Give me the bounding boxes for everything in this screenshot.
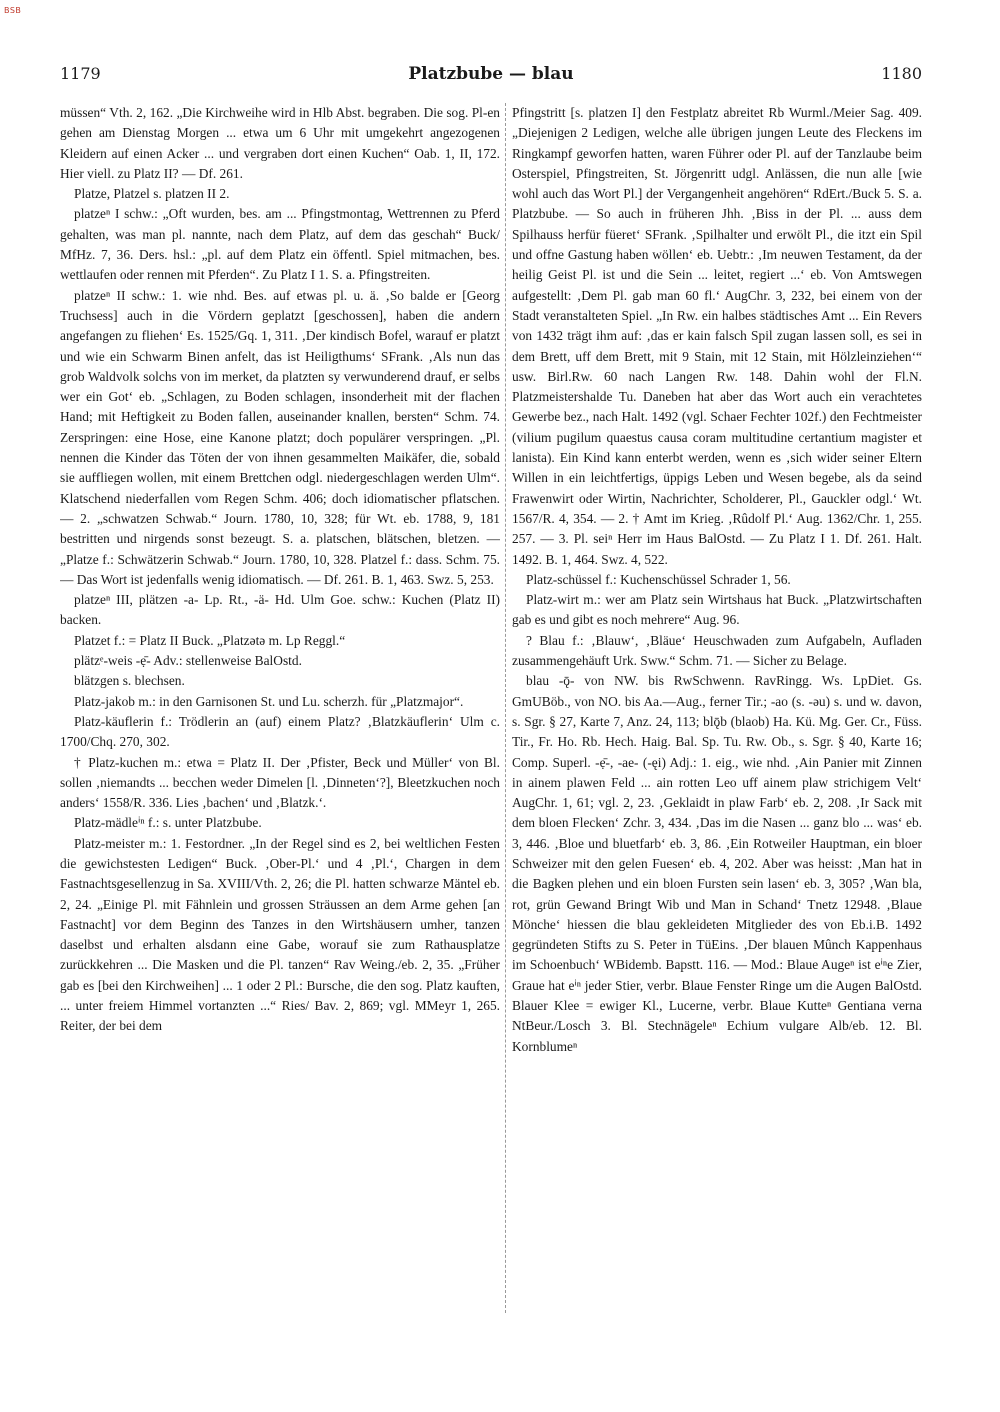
page-header — [60, 64, 922, 88]
entry-paragraph: blätzgen s. blechsen. — [74, 673, 185, 689]
library-stamp: BSB — [4, 6, 22, 15]
entry-paragraph: ? Blau f.: ‚Blauw‘, ‚Bläue‘ Heuschwaden zum Aufgabeln, Aufladen zusammengehäuft Urk. Sww.“ Schm. 71. — Sicher zu Belage. — [512, 632, 922, 669]
entry-paragraph: Platz-jakob m.: in den Garnisonen St. und Lu. scherzh. für „Platzmajor“. — [74, 693, 464, 709]
entry-paragraph: Platz-schüssel f.: Kuchenschüssel Schrader 1, 56. — [526, 571, 791, 587]
entry-paragraph: müssen“ Vth. 2, 162. „Die Kirchweihe wird in Hlb Abst. begraben. Die sog. Pl-en gehen am Dienstag Morgen ... etwa um 6 Uhr mit umgekehrt angezogenen Kleidern auf einen Acker ... und vergraben dort einen Kuchen“ Oab. 1, II, 172. Hier viell. zu Platz II? — Df. 261. — [60, 105, 500, 181]
entry-paragraph: Platz-wirt m.: wer am Platz sein Wirtshaus hat Buck. „Platzwirtschaften gab es und gibt es noch mehrere“ Aug. 96. — [512, 592, 922, 628]
entry-paragraph: Platze, Platzel s. platzen II 2. — [74, 186, 230, 202]
entry-paragraph: Platz-meister m.: 1. Festordner. „In der Regel sind es 2, bei weltlichen Festen die gewichstesten Ledigen“ Buck. ‚Ober-Pl.‘ und 4 ‚Pl.‘, Chargen in dem Fastnachtsgesellenzug in Sa. XVIII/Vth. 2, 26; die Pl. hatten schwarze Mäntel eb. 2, 24. „Einige Pl. mit Fähnlein und grossen Sträussen an dem Arme gehen [an Fastnacht] vor dem Beginn des Tanzes in den Wirtshäusern umher, tanzen daselbst und erhalten alsdann eine Gabe, worauf sie zum Rathausplatze zurückkehren ... Die Masken und die Pl. tanzen“ Rav Weing./eb. 2, 35. „Früher gab es [bei den Kirchweihen] ... 1 oder 2 Pl.: Bursche, die den sog. Platz kauften, ... unter freiem Himmel vortanzten ...“ Ries/ Bav. 2, 869; vgl. MMeyr 1, 265. Reiter, der bei dem — [60, 835, 500, 1034]
page-number-right: 1180 — [881, 64, 922, 83]
page-number-left: 1179 — [60, 64, 101, 83]
entry-paragraph: Platzet f.: = Platz II Buck. „Platzətə m. Lp Reggl.“ — [74, 632, 346, 648]
entry-paragraph: blau -ǭ- von NW. bis RwSchwenn. RavRingg. Ws. LpDiet. Gs. GmUBöb., von NO. bis Aa.—Aug., ferner Tir.; -ao (s. -əu) s. und w. davon, s. Sgr. § 27, Karte 7, Anz. 24, 113; blǭb (blaob) Ha. Kü. Mg. Ger. Cr., Füss. Tir., Fr. Ho. Rb. Hech. Haig. Bal. Sp. Tu. Rw. Ob., s. Sgr. § 40, Karte 16; Comp. Superl. -ẹ̄-, -ae- (-ęi) Adj.: 1. eig., wie nhd. ‚Ain Panier mit Zinnen in ainem plawen Feld ... ain rotten Leo uff ainem plaw strichigem Velt‘ AugChr. 1, 61; vgl. 2, 23. ‚Geklaidt in plaw Farb‘ eb. 2, 208. ‚Ir Sack mit dem bloen Flecken‘ Zchr. 3, 434. ‚Das im die Nasen ... ganz blo ... was‘ eb. 3, 446. ‚Bloe und bluetfarb‘ eb. 3, 86. ‚Ein Rotweiler Hauptman, ein bloer Schweizer mit den gelen Fuesen‘ eb. 4, 202. Aber was heisst: ‚Man hat in die Bagken plehen und ein bloen Fursten sein lasen‘ eb. 3, 305? ‚Wan bla, rot, grün Gewand Bringt Wib und Man in Schand‘ Tnetz 12948. ‚Blaue Mönche‘ hiessen die blau gekleideten Mitglieder des von Eb.i.B. 1492 gegründeten Stifts zu S. Peter in TüEins. ‚Der blauen Mûnch Kappenhaus im Schoenbuch‘ WBidemb. Bapstt. 116. — Mod.: Blaue Augeⁿ ist eⁱⁿe Zier, Graue hat eⁱⁿ jeder Stier, verbr. Blaue Fenster Ringe um die Augen BalOstd. Blauer Klee = ewiger Kl., Lucerne, verbr. Blaue Kutteⁿ Gentiana verna NtBeur./Losch 3. Bl. Stechnägeleⁿ Echium vulgare Alb/eb. 12. Bl. Kornblumeⁿ — [512, 673, 922, 1054]
entry-paragraph: platzeⁿ I schw.: „Oft wurden, bes. am ... Pfingstmontag, Wettrennen zu Pferd gehalten, was man pl. nannte, nach dem Platz, auf dem das geschah“ Buck/ MfHz. 7, 36. Ders. hsl.: „pl. auf dem Platz ein öffentl. Spiel mitmachen, bes. wettlaufen oder rennen mit Pferden“. Zu Platz I 1. S. a. Pfingstreiten. — [60, 206, 500, 283]
right-column — [512, 103, 922, 1315]
entry-paragraph: Platz-mädleⁱⁿ f.: s. unter Platzbube. — [74, 815, 262, 831]
entry-paragraph: platzeⁿ II schw.: 1. wie nhd. Bes. auf etwas pl. u. ä. ‚So balde er [Georg Truchsess] auch in die Vördern geplatzt [geschossen], haben die andern angefangen zu fliehen‘ Es. 1525/Gq. 1, 311. ‚Der kindisch Bofel, warauf er platzt und wie ein Schwarm Binen anfelt, das ist Heiligthums‘ SFrank. ‚Als nun das grob Waldvolk solchs von im merket, da platzten sy verwunderend drauf, er selbs wer ein Got‘ eb. „Schlagen, zu Boden schlagen, insonderheit mit der flachen Hand; mit Heftigkeit zu Boden fallen, auseinander knallen, bersten“ Schm. 74. Zerspringen: eine Hose, eine Kanone platzt; doch populärer verspringen. „Pl. nennen die Kinder das Töten der von ihnen gesammelten Maikäfer, die, sobald sie auffliegen wollen, mit einem Brettchen odgl. niedergeschlagen werden Ulm“. Klatschend niederfallen vom Regen Schm. 406; doch idiomatischer pflatschen. — 2. „schwatzen Schwab.“ Journ. 1780, 10, 328; für Wt. eb. 1788, 9, 181 bestritten und nirgends sonst bezeugt. S. a. platschen, blätschen, bletzen. — „Platze f.: Schwätzerin Schwab.“ Journ. 1780, 10, 328. Platzel f.: dass. Schm. 75. — Das Wort ist jedenfalls wenig idiomatisch. — Df. 261. B. 1, 463. Swz. 5, 253. — [60, 287, 500, 587]
entry-paragraph: † Platz-kuchen m.: etwa = Platz II. Der ‚Pfister, Beck und Müller‘ von Bl. sollen ‚niemandts ... becchen weder Dimelen [l. ‚Dinneten‘?], Bleetzkuchen noch anders‘ 1558/R. 336. Lies ‚bachen‘ und ‚Blatzk.‘. — [60, 754, 500, 811]
entry-paragraph: Pfingstritt [s. platzen I] den Festplatz abreitet Rb Wurml./Meier Sag. 409. „Diejenigen 2 Ledigen, welche alle übrigen jungen Leute des Fleckens im Ringkampf geworfen hatten, waren Führer oder Pl. auf der Tanzlaube beim Osterspiel, Pfingstreiten, St. Jörgenritt udgl. Anlässen, die nun alle [wie wohl auch das Wort Pl.] der Vergangenheit angehören“ RdErt./Buck 5. S. a. Platzbube. — So auch in früheren Jhh. ‚Biss in der Pl. ... auss dem Spilhauss herfür füeret‘ SFrank. ‚Spilhalter und erwölt Pl., die itzt ein Spil und offne Gastung haben wöllen‘ eb. Uebtr.: ‚Im neuwen Testament, da der heilig Geist Pl. ist und die Sein ... leitet, regiert ...‘ eb. Von Amtswegen aufgestellt: ‚Dem Pl. gab man 60 fl.‘ AugChr. 3, 232, bei einem von der Stadt veranstalteten Spiel. „In Rw. ein halbes städtisches Amt ... Ein Revers von 1432 trägt ihm auf: ‚das er kain falsch Spil zugan lassen soll, es sei in dem Brett, uff dem Brett, mit 9 Stain, mit 12 Stain, mit Hölzleinziehen‘“ usw. Birl.Rw. 60 nach Langen Rw. 148. Dahin wohl der Fl.N. Platzmeistershalde Tu. Daneben hat aber das Wort auch ein verachtetes Gewerbe bez., nach Halt. 1492 (vgl. Schaer Fechter 102f.) den Fechtmeister (vilium pugilum quaestus causa coram multitudine certantium magister et lanista). Ein Kind kann enterbt werden, wenn es ‚sich wider seiner Eltern Willen in ein leichtfertigs, üppigs Leben und Wesen begebe, als da seind Frawenwirt oder Wirtin, Nachrichter, Scholderer, Pl., Gauckler odgl.‘ Wt. 1567/R. 4, 354. — 2. † Amt im Krieg. ‚Rûdolf Pl.‘ Aug. 1362/Chr. 1, 255. 257. — 3. Pl. seiⁿ Herr im Haus BalOstd. — Zu Platz I 1. Df. 261. Halt. 1492. B. 1, 464. Swz. 4, 522. — [512, 105, 922, 567]
entry-paragraph: platzeⁿ III, plätzen -a- Lp. Rt., -ä- Hd. Ulm Goe. schw.: Kuchen (Platz II) backen. — [60, 592, 500, 628]
column-divider — [505, 103, 506, 1313]
left-column — [60, 103, 500, 1315]
entry-paragraph: Platz-käuflerin f.: Trödlerin an (auf) einem Platz? ‚Blatzkäuflerin‘ Ulm c. 1700/Chq. 270, 302. — [60, 713, 500, 750]
running-title: Platzbube — blau — [408, 64, 574, 84]
entry-paragraph: plätzᵉ-weis -ẹ̄- Adv.: stellenweise BalOstd. — [74, 653, 302, 669]
